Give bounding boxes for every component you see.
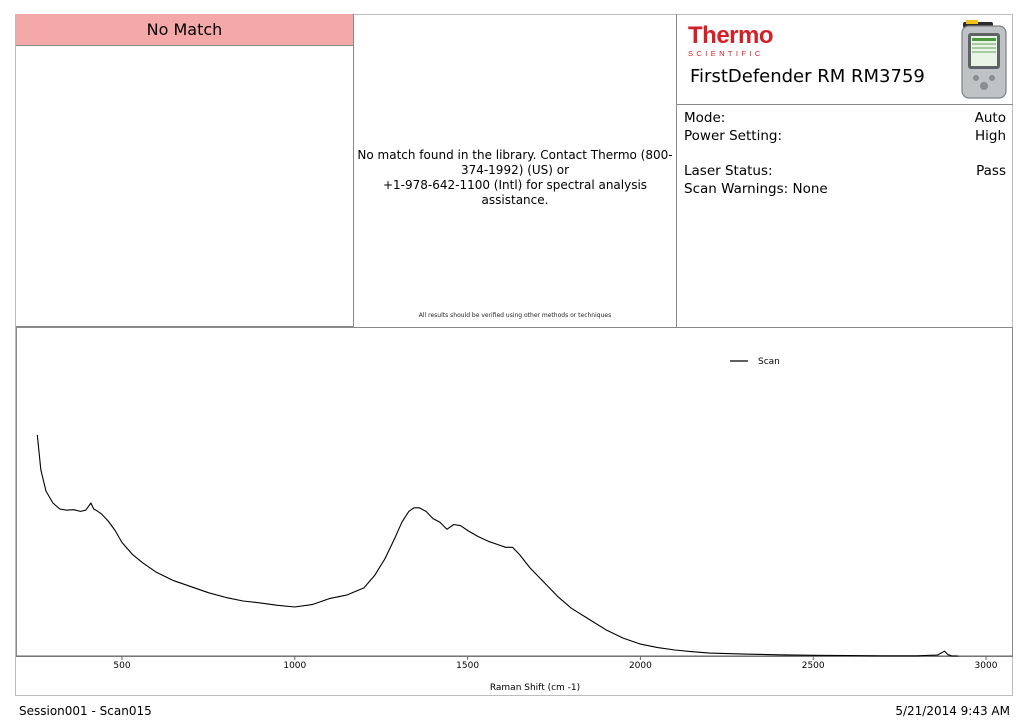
x-tick-label: 2000 <box>628 661 652 671</box>
x-tick-label: 1000 <box>283 661 307 671</box>
handheld-analyzer-icon <box>960 20 1008 100</box>
warnings-label: Scan Warnings: None <box>684 181 828 197</box>
series-line-scan <box>37 435 958 656</box>
thermo-scientific-logo <box>688 24 773 58</box>
x-tick-label: 1500 <box>456 661 480 671</box>
laser-row <box>684 163 1006 179</box>
laser-value: Pass <box>976 163 1006 179</box>
x-axis-label: Raman Shift (cm -1) <box>489 683 581 693</box>
match-panel <box>16 14 354 327</box>
warnings-row <box>684 181 1006 197</box>
power-row <box>684 128 1006 144</box>
mode-value: Auto <box>974 110 1006 126</box>
laser-label: Laser Status: <box>684 163 773 179</box>
device-title: FirstDefender RM RM3759 <box>690 66 925 87</box>
x-tick-label: 3000 <box>974 661 998 671</box>
match-result-banner: No Match <box>16 14 353 46</box>
spectrum-chart <box>16 327 1013 696</box>
plot-frame <box>17 328 1013 657</box>
logo-thermo-text: Thermo <box>688 22 774 49</box>
spectrum-chart-svg <box>16 327 1013 696</box>
session-label: Session001 - Scan015 <box>19 704 152 718</box>
mode-label: Mode: <box>684 110 726 126</box>
power-label: Power Setting: <box>684 128 782 144</box>
no-match-message: No match found in the library. Contact Thermo (800- 374-1992) (US) or +1-978-642-1100 (Intl) for spectral analysis assistance. <box>357 148 673 207</box>
verify-note: All results should be verified using other methods or techniques <box>418 312 612 319</box>
x-tick-label: 500 <box>113 661 131 671</box>
message-panel <box>354 14 676 327</box>
x-tick-label: 2500 <box>801 661 825 671</box>
device-header <box>677 14 1013 105</box>
legend-label: Scan <box>758 357 780 367</box>
scan-datetime: 5/21/2014 9:43 AM <box>895 704 1010 718</box>
device-info-panel <box>676 14 1013 327</box>
logo-scientific-text: SCIENTIFIC <box>688 49 764 58</box>
mode-row <box>684 110 1006 126</box>
power-value: High <box>974 128 1006 144</box>
